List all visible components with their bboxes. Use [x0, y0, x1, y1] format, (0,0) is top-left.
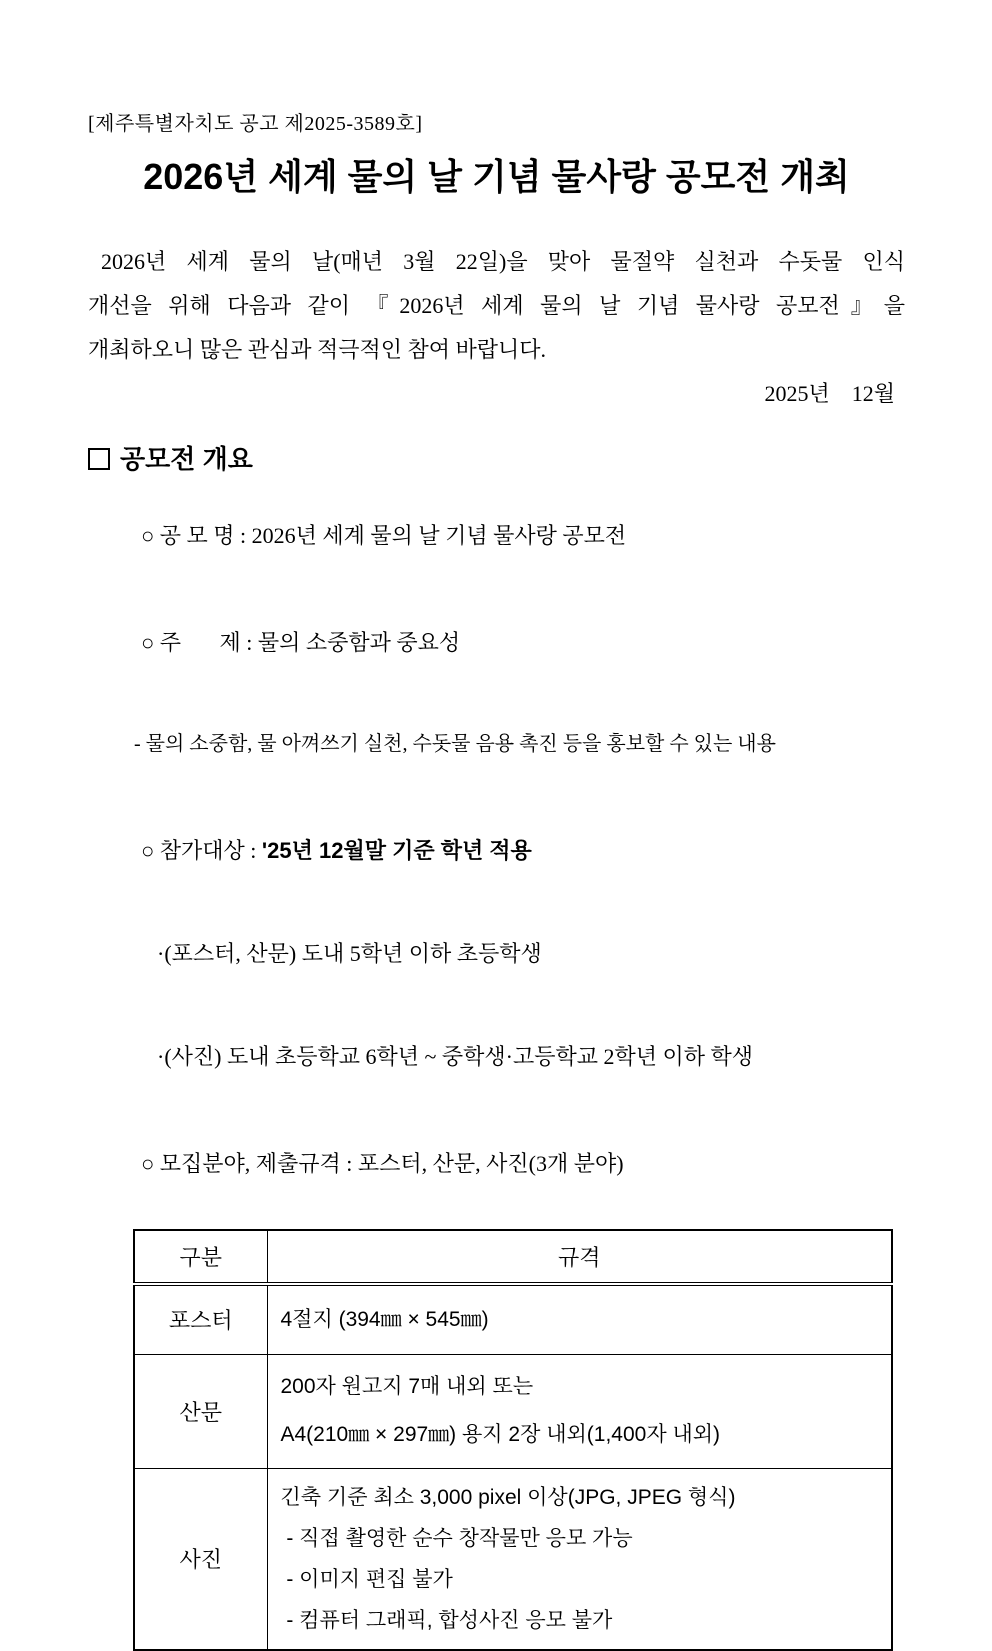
square-bullet-icon	[88, 448, 110, 470]
page-title: 2026년 세계 물의 날 기념 물사랑 공모전 개최	[143, 156, 850, 197]
list-item-text: ○ 공 모 명 : 2026년 세계 물의 날 기념 물사랑 공모전	[141, 523, 627, 548]
section-heading-label: 공모전 개요	[120, 444, 253, 474]
list-item-eligibility	[88, 806, 905, 896]
list-item-eligibility-poster-prose	[88, 909, 905, 999]
spec-cell	[267, 1468, 892, 1650]
list-item-text: ·(포스터, 산문) 도내 5학년 이하 초등학생	[157, 941, 542, 966]
column-header-category: 구분	[134, 1230, 267, 1284]
category-cell: 포스터	[134, 1284, 267, 1354]
document-content	[88, 0, 905, 1651]
spec-cell	[267, 1354, 892, 1468]
spec-line: 200자 원고지 7매 내외 또는	[280, 1375, 534, 1398]
list-item-text: ○ 참가대상 :	[141, 838, 262, 863]
list-item-categories	[88, 1119, 905, 1209]
list-item-text: ○ 주 제 : 물의 소중함과 중요성	[141, 630, 461, 655]
intro-paragraph	[88, 240, 905, 372]
spec-line: - 컴퓨터 그래픽, 합성사진 응모 불가	[280, 1608, 613, 1632]
list-item-theme	[88, 598, 905, 688]
overview-item-list	[88, 491, 905, 1209]
spec-line: 긴축 기준 최소 3,000 pixel 이상(JPG, JPEG 형식)	[280, 1485, 736, 1509]
table-row-poster	[134, 1284, 892, 1354]
list-item-eligibility-photo	[88, 1012, 905, 1102]
spec-line: 4절지 (394㎜ × 545㎜)	[280, 1307, 489, 1331]
notice-number: [제주특별자치도 공고 제2025-3589호]	[88, 113, 423, 135]
announcement-date: 2025년 12월	[764, 381, 895, 406]
list-item-contest-name	[88, 491, 905, 581]
table-row-prose	[134, 1354, 892, 1468]
list-item-text: ·(사진) 도내 초등학교 6학년 ~ 중학생·고등학교 2학년 이하 학생	[157, 1044, 754, 1069]
submission-spec-table	[133, 1229, 893, 1651]
spec-line: A4(210㎜ × 297㎜) 용지 2장 내외(1,400자 내외)	[280, 1423, 721, 1446]
list-item-text: ○ 모집분야, 제출규격 : 포스터, 산문, 사진(3개 분야)	[141, 1151, 624, 1176]
table-header-row	[134, 1230, 892, 1284]
section-heading-overview	[88, 444, 905, 474]
spec-line: - 이미지 편집 불가	[280, 1567, 453, 1591]
list-item-theme-detail	[88, 699, 905, 789]
spec-cell	[267, 1284, 892, 1354]
table-row-photo	[134, 1468, 892, 1650]
category-cell: 산문	[134, 1354, 267, 1468]
category-cell: 사진	[134, 1468, 267, 1650]
list-item-text: - 물의 소중함, 물 아껴쓰기 실천, 수돗물 음용 촉진 등을 홍보할 수 있는 내용	[134, 733, 776, 755]
spec-line: - 직접 촬영한 순수 창작물만 응모 가능	[280, 1526, 633, 1550]
intro-line-2: 개선을 위해 다음과 같이 『2026년 세계 물의 날 기념 물사랑 공모전』을	[88, 293, 905, 318]
intro-line-3: 개최하오니 많은 관심과 적극적인 참여 바랍니다.	[88, 337, 547, 362]
column-header-spec: 규격	[267, 1230, 892, 1284]
list-item-bold-text: '25년 12월말 기준 학년 적용	[261, 838, 532, 863]
intro-line-1: 2026년 세계 물의 날(매년 3월 22일)을 맞아 물절약 실천과 수돗물 인식	[101, 249, 905, 274]
